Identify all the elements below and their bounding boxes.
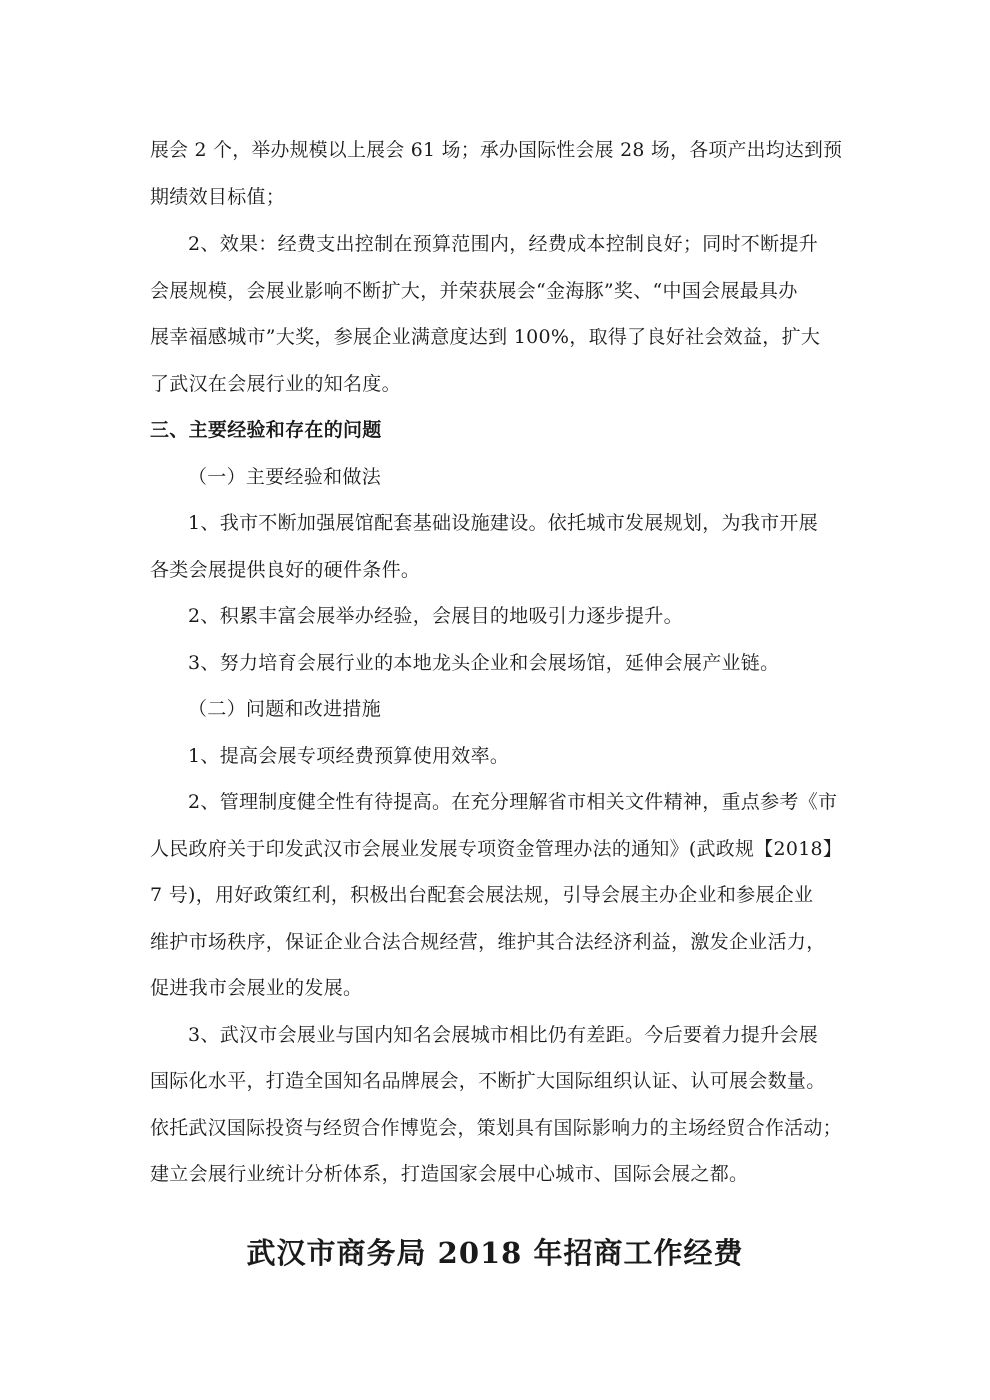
body-line: 维护市场秩序，保证企业合法合规经营，维护其合法经济利益，激发企业活力，	[150, 931, 826, 953]
body-line: 国际化水平，打造全国知名品牌展会，不断扩大国际组织认证、认可展会数量。	[150, 1070, 826, 1092]
body-line: 2、积累丰富会展举办经验，会展目的地吸引力逐步提升。	[188, 605, 683, 627]
body-line: 1、我市不断加强展馆配套基础设施建设。依托城市发展规划，为我市开展	[188, 512, 818, 534]
body-line: 2、管理制度健全性有待提高。在充分理解省市相关文件精神，重点参考《市	[188, 791, 838, 813]
subsection-heading: （二）问题和改进措施	[188, 698, 382, 720]
subsection-heading: （一）主要经验和做法	[188, 466, 382, 488]
body-line: 了武汉在会展行业的知名度。	[150, 373, 401, 395]
body-line: 1、提高会展专项经费预算使用效率。	[188, 745, 510, 767]
body-line: 3、武汉市会展业与国内知名会展城市相比仍有差距。今后要着力提升会展	[188, 1024, 818, 1046]
section-heading: 三、主要经验和存在的问题	[150, 419, 382, 441]
body-line: 7 号)，用好政策红利，积极出台配套会展法规，引导会展主办企业和参展企业	[150, 884, 814, 906]
next-section-title: 武汉市商务局 2018 年招商工作经费	[246, 1236, 744, 1270]
body-line: 展幸福感城市”大奖，参展企业满意度达到 100%，取得了良好社会效益，扩大	[150, 326, 821, 348]
body-line: 人民政府关于印发武汉市会展业发展专项资金管理办法的通知》(武政规【2018】	[150, 838, 843, 860]
body-line: 会展规模，会展业影响不断扩大，并荣获展会“金海豚”奖、“中国会展最具办	[150, 280, 798, 302]
body-line: 展会 2 个，举办规模以上展会 61 场；承办国际性会展 28 场，各项产出均达到预	[150, 139, 843, 161]
body-line: 2、效果：经费支出控制在预算范围内，经费成本控制良好；同时不断提升	[188, 233, 818, 255]
body-line: 3、努力培育会展行业的本地龙头企业和会展场馆，延伸会展产业链。	[188, 652, 780, 674]
body-line: 各类会展提供良好的硬件条件。	[150, 559, 421, 581]
body-line: 期绩效目标值；	[150, 186, 286, 208]
body-line: 促进我市会展业的发展。	[150, 977, 363, 999]
body-line: 建立会展行业统计分析体系，打造国家会展中心城市、国际会展之都。	[150, 1163, 749, 1185]
body-line: 依托武汉国际投资与经贸合作博览会，策划具有国际影响力的主场经贸合作活动；	[150, 1117, 842, 1139]
